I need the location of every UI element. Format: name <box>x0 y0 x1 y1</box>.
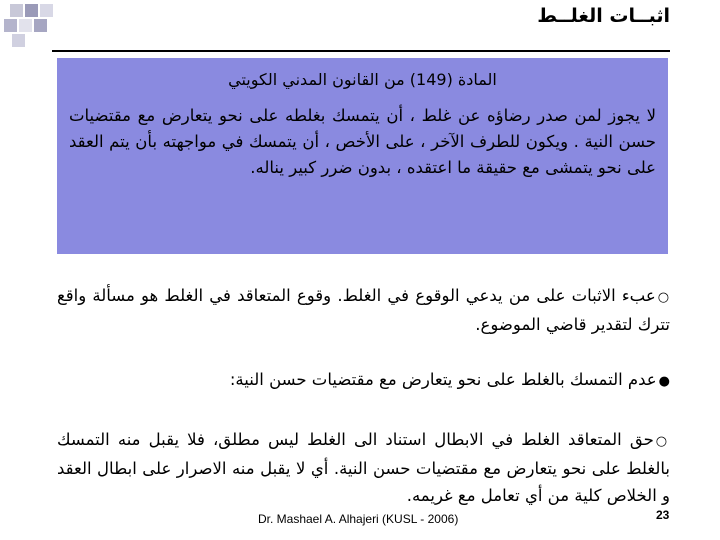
bullet-text: حق المتعاقد الغلط في الابطال استناد الى الغلط ليس مطلق، فلا يقبل منه التمسك بالغلط على نحو يتعارض مع مقتضيات حسن النية. أي لا يقبل منه الاصرار على ابطال العقد و الخلاص كلية من أي تعامل مع غريمه. <box>57 430 670 505</box>
page-number: 23 <box>656 508 670 522</box>
bullet-text: عدم التمسك بالغلط على نحو يتعارض مع مقتضيات حسن النية: <box>229 370 657 389</box>
bullet-text: عبء الاثبات على من يدعي الوقوع في الغلط. وقوع المتعاقد في الغلط هو مسألة واقع تترك لتقدير قاضي الموضوع. <box>57 286 670 334</box>
list-item <box>57 366 670 395</box>
hollow-circle-bullet-icon: ○ <box>655 434 670 449</box>
hollow-circle-bullet-icon: ○ <box>657 290 671 305</box>
list-item <box>57 426 670 509</box>
article-box <box>57 58 668 254</box>
bullet-list <box>57 282 670 509</box>
slide-title: اثبــات الغلــط <box>537 5 670 27</box>
filled-circle-bullet-icon: ● <box>658 374 670 389</box>
footer-author: Dr. Mashael A. Alhajeri (KUSL - 2006) <box>258 512 459 526</box>
article-heading: المادة (149) من القانون المدني الكويتي <box>228 70 497 89</box>
article-text: لا يجوز لمن صدر رضاؤه عن غلط ، أن يتمسك بغلطه على نحو يتعارض مع مقتضيات حسن النية . ويكون للطرف الآخر ، على الأخص ، أن يتمسك في مواجهته بأن يتم العقد على نحو يتمشى مع حقيقة ما اعتقده ، بدون ضرر كبير يناله. <box>69 106 656 177</box>
list-item <box>57 282 670 338</box>
title-underline <box>52 50 670 52</box>
